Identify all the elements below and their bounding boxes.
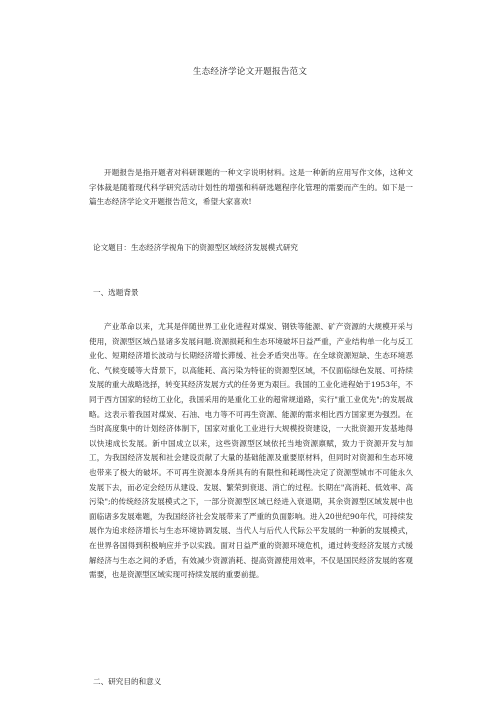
background-paragraph: 产业革命以来，尤其是伴随世界工业化进程对煤炭、钢铁等能源、矿产资源的大规模开采与使用，资源型区域凸显诸多发展问题.资源损耗和生态环境破坏日益严重，产业结构单一化与反工业化、短期经济增长波动与长期经济增长滞缓、社会矛盾突出等。在全球资源短缺、生态环境恶化、气候变暖等大背景下，以高能耗、高污染为特征的资源型区域，不仅面临绿色发展、可持续发展的重大战略选择，转变其经济发展方式的任务更为艰巨。我国的工业化进程始于1953年，不同于西方国家的轻纺工业化，我国采用的是重化工业的超常规道路，实行"重工业优先";的发展战略。这表示着我国对煤炭、石油、电力等不可再生资源、能源的需求相比西方国家更为强烈。在当时高度集中的计划经济体制下，国家对重化工业进行大规模投资建设，一大批资源开发基地得以快速成长发展。新中国成立以来，这些资源型区域依托当地资源禀赋，致力于资源开发与加工，为我国经济发展和社会建设贡献了大量的基础能源及重要原材料，但同时对资源和生态环境也带来了极大的破坏。不可再生资源本身所具有的有限性和耗竭性决定了资源型城市不可能永久发展下去，而必定会经历从建设、发展、繁荣到衰退、消亡的过程。长期在"高消耗、低效率、高污染";的传统经济发展模式之下，一部分资源型区域已经进入衰退期，其余资源型区域发展中也面临诸多发展难题，为我国经济社会发展带来了严重的负面影响。进入20世纪90年代，可持续发展作为追求经济增长与生态环境协调发展、当代人与后代人代际公平发展的一种新的发展模式，在世界各国得到积极响应并予以实践。面对日益严重的资源环境危机，通过转变经济发展方式缓解经济与生态之间的矛盾，有效减少资源消耗、提高资源使用效率，不仅是国民经济发展的客观需要，也是资源型区域实现可持续发展的重要前提。: [89, 322, 413, 580]
intro-paragraph: 开题报告是指开题者对科研课题的一种文字说明材料。这是一种新的应用写作文体，这种文字体裁是随着现代科学研究活动计划性的增强和科研选题程序化管理的需要而产生的。如下是一篇生态经济学论文开题报告范文，希望大家喜欢!: [89, 168, 413, 207]
document-title: 生态经济学论文开题报告范文: [192, 67, 308, 77]
section-heading-purpose: 二、研究目的和意义: [93, 677, 162, 686]
section-heading-background: 一、选题背景: [93, 288, 139, 297]
paper-title-line: 论文题目：生态经济学视角下的资源型区域经济发展模式研究: [93, 243, 299, 252]
